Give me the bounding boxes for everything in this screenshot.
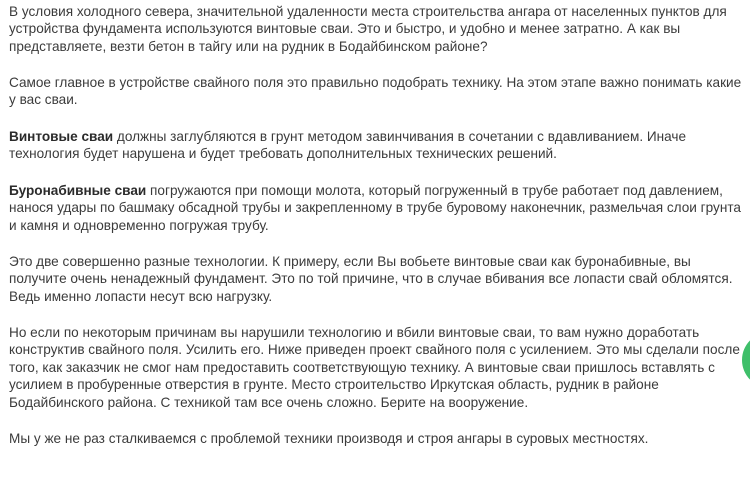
paragraph-intro: В условия холодного севера, значительной удаленности места строительства ангара от населенных пунктов для устройства фундамента используются винтовые сваи. Это и быстро, и удобно и менее затратно. А как вы представляете, везти бетон в тайгу или на рудник в Бодайбинском районе? xyxy=(9,4,727,54)
bored-piles-term: Буронабивные сваи xyxy=(9,183,147,198)
paragraph-reinforcement: Но если по некоторым причинам вы нарушили технологию и вбили винтовые сваи, то вам нужно доработать конструктив свайного поля. Усилить его. Ниже приведен проект свайного поля с усилением. Это мы сделали после того, как заказчик не смог нам предоставить соответствующую технику. А винтовые сваи пришлось вставлять с усилием в пробуренные отверстия в грунте. Место строительство Иркутская область, рудник в районе Бодайбинского района. С техникой там все очень сложно. Берите на вооружение. xyxy=(9,325,740,410)
paragraph-technologies: Это две совершенно разные технологии. К примеру, если Вы вобьете винтовые сваи как буронабивные, вы получите очень ненадежный фундамент. Это по той причине, что в случае вбивания все лопасти свай обломятся. Ведь именно лопасти несут всю нагрузку. xyxy=(9,254,733,304)
screw-piles-text: должны заглубляются в грунт методом завинчивания в сочетании с вдавливанием. Иначе технология будет нарушена и будет требовать дополнительных технических решений. xyxy=(9,129,687,162)
screw-piles-term: Винтовые сваи xyxy=(9,129,114,144)
bored-piles-text: погружаются при помощи молота, который погруженный в трубе работает под давлением, нанося удары по башмаку обсадной трубы и закрепленному в трубе буровому наконечник, размельчая слои грунта и камня и одновременно погружая трубу. xyxy=(9,183,741,233)
paragraph-conclusion: Мы у же не раз сталкиваемся с проблемой техники производя и строя ангары в суровых местностях. xyxy=(9,431,649,446)
paragraph-equipment: Самое главное в устройстве свайного поля это правильно подобрать технику. На этом этапе важно понимать какие у вас сваи. xyxy=(9,75,742,108)
paragraph-bored-piles xyxy=(9,182,744,234)
paragraph-screw-piles xyxy=(9,128,744,163)
